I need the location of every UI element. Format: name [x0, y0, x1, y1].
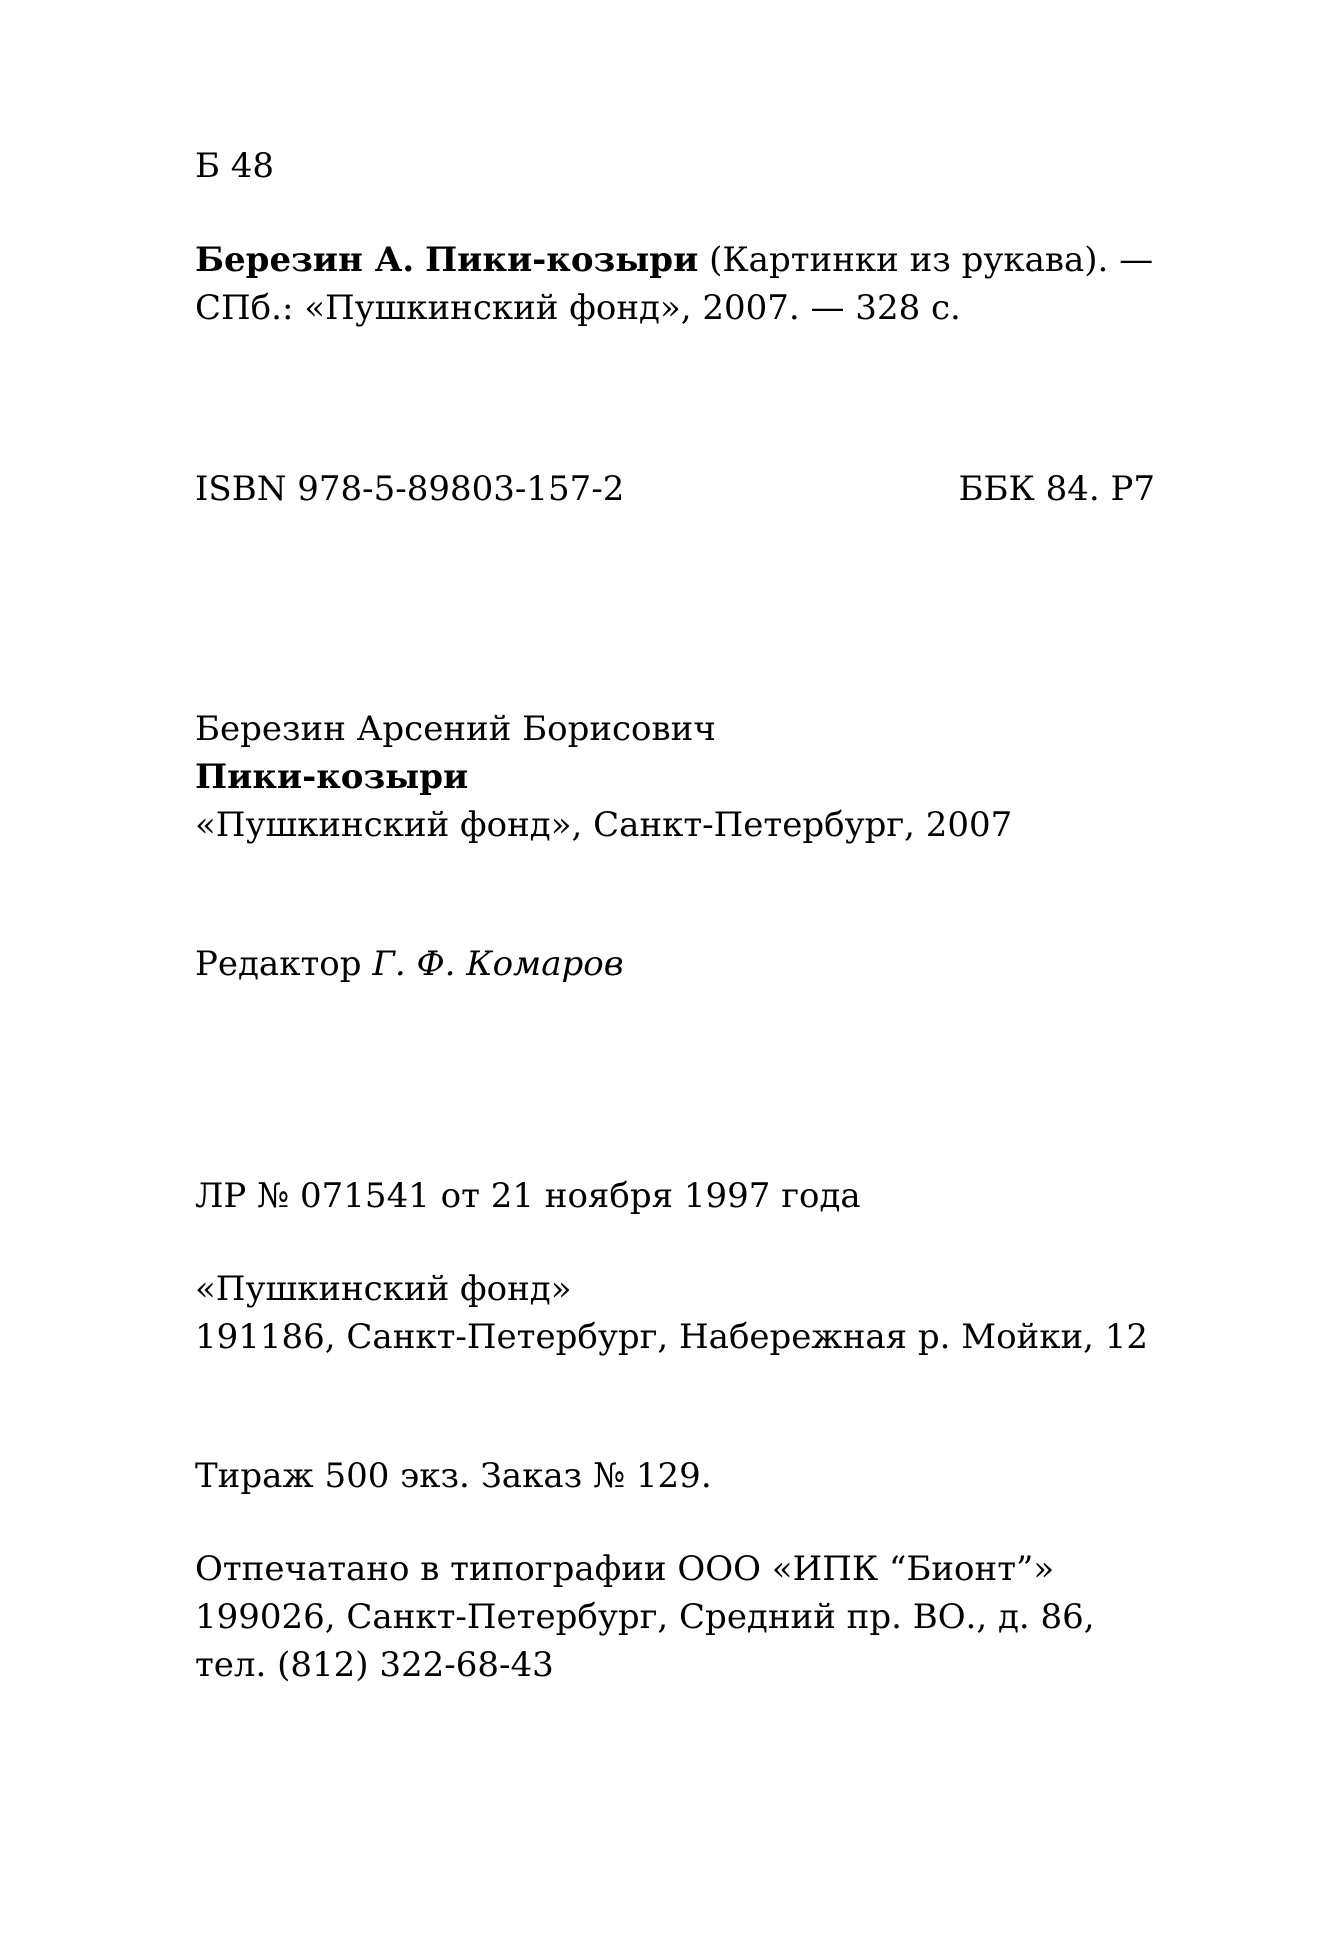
isbn: ISBN 978-5-89803-157-2 [195, 469, 625, 509]
printer-block [195, 1545, 1155, 1689]
bibliographic-line-2: СПб.: «Пушкинский фонд», 2007. — 328 с. [195, 288, 961, 328]
library-code-text: Б 48 [195, 146, 275, 186]
editor-name: Г. Ф. Комаров [372, 944, 624, 984]
credits-block [195, 705, 1155, 849]
print-run-text: Тираж 500 экз. Заказ № 129. [195, 1456, 712, 1496]
publisher-name: «Пушкинский фонд» [195, 1269, 572, 1309]
library-code [195, 142, 1155, 190]
printer-line-3: тел. (812) 322-68-43 [195, 1645, 554, 1685]
license-block [195, 1172, 1155, 1220]
record-subtitle: (Картинки из рукава). — [698, 240, 1154, 280]
printer-line-2: 199026, Санкт-Петербург, Средний пр. ВО., д. 86, [195, 1597, 1095, 1637]
author-full-name: Березин Арсений Борисович [195, 709, 716, 749]
editor-block [195, 940, 1155, 988]
record-author: Березин А. [195, 240, 415, 280]
bibliographic-line-1 [195, 236, 1155, 284]
publisher-address: 191186, Санкт-Петербург, Набережная р. Мойки, 12 [195, 1317, 1149, 1357]
license-text: ЛР № 071541 от 21 ноября 1997 года [195, 1176, 861, 1216]
record-title: Пики-козыри [425, 240, 699, 280]
editor-line [195, 940, 1155, 988]
book-title: Пики-козыри [195, 757, 469, 797]
isbn-row [195, 465, 1155, 513]
bbk: ББК 84. Р7 [958, 469, 1155, 509]
publisher-block [195, 1265, 1155, 1361]
bibliographic-record [195, 236, 1155, 332]
publisher-line: «Пушкинский фонд», Санкт-Петербург, 2007 [195, 805, 1013, 845]
printer-line-1: Отпечатано в типографии ООО «ИПК “Бионт”» [195, 1549, 1055, 1589]
print-run-block [195, 1452, 1155, 1500]
editor-label: Редактор [195, 944, 373, 984]
